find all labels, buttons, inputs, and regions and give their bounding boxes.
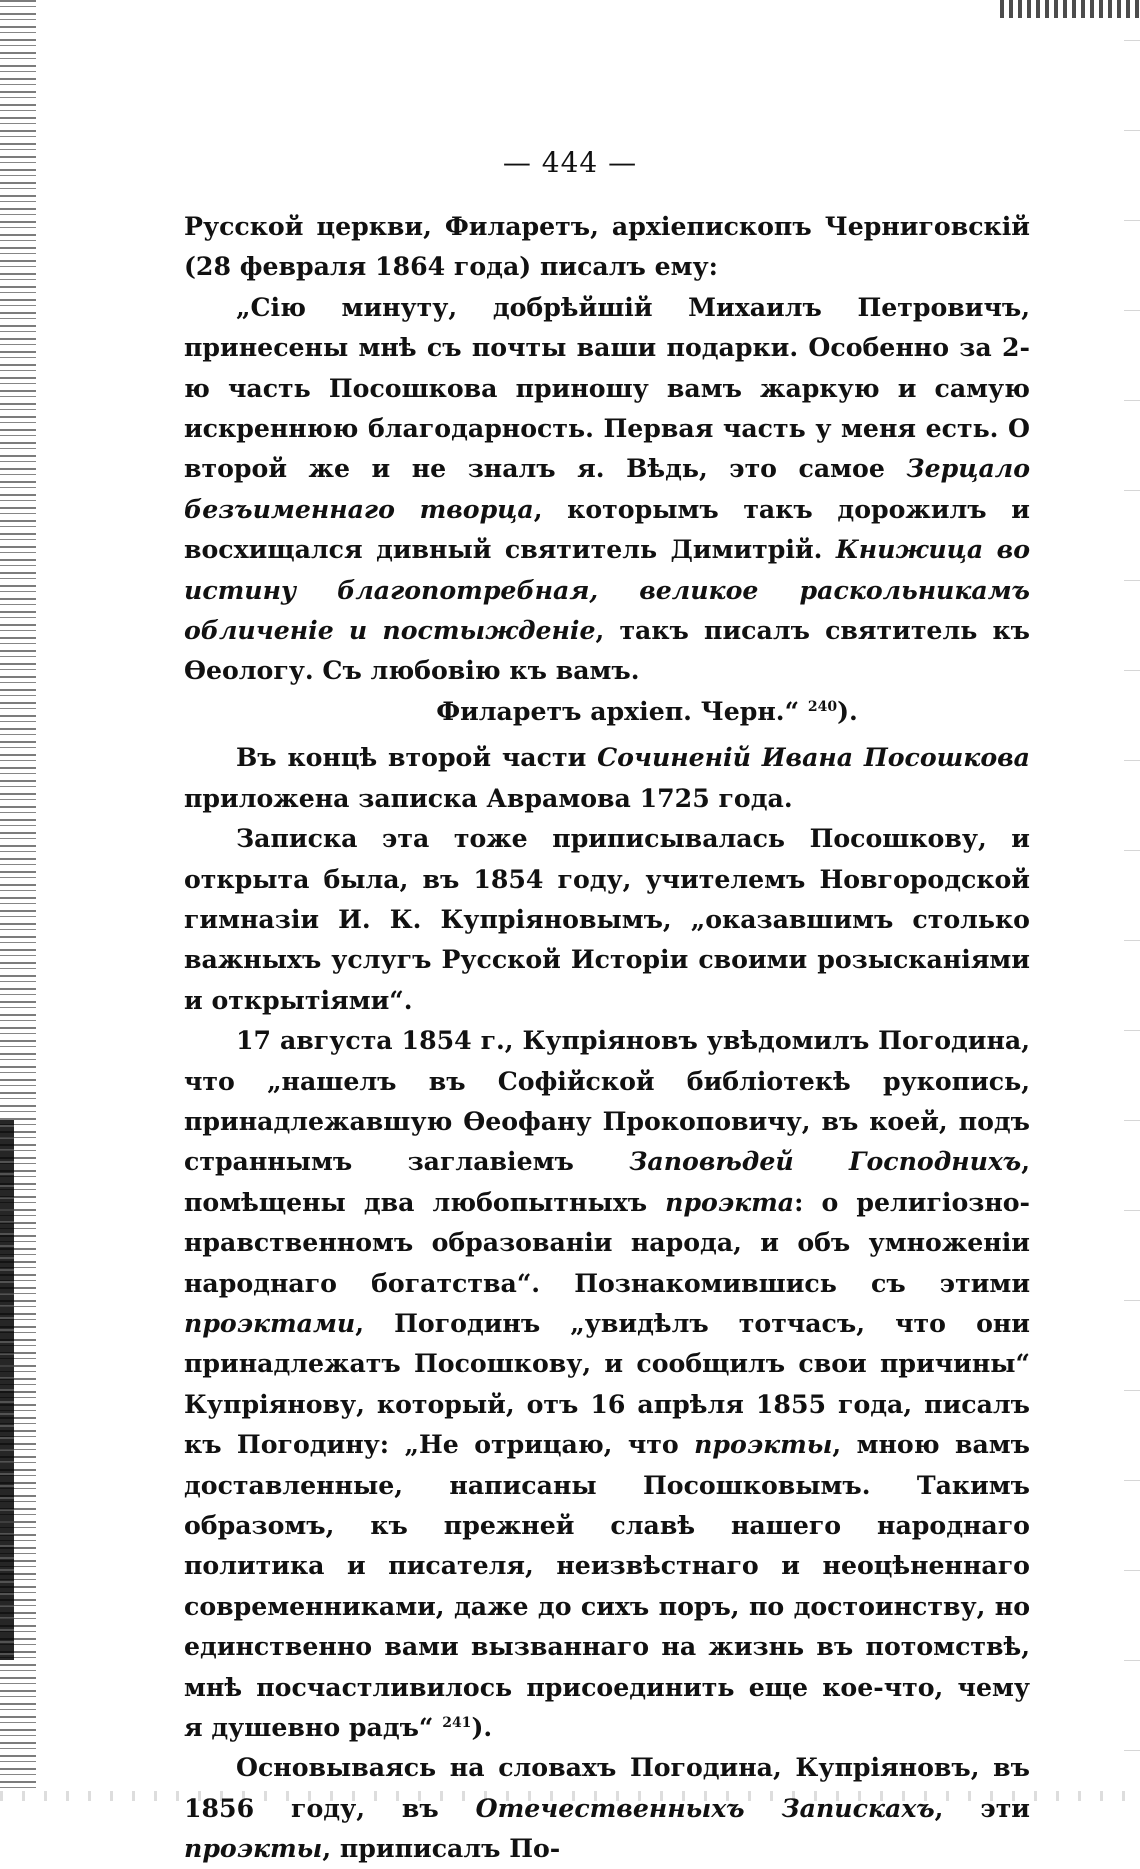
- italic-title: Отечественныхъ Запискахъ: [475, 1792, 935, 1823]
- body-text: [184, 206, 1030, 1869]
- text-run: , помѣщены два любопытныхъ: [184, 1146, 1030, 1217]
- text-run: „Сію минуту, добрѣйшій Михаилъ Петровичъ, принесены мнѣ съ почты ваши подарки. Особенно за 2-ю часть Посошкова приношу вамъ жаркую и самую искреннюю благодарность. Первая часть у меня есть. О второй же и не зналъ я. Вѣдь, это самое: [184, 291, 1030, 484]
- italic-title: Зерцало безъименнаго творца: [184, 453, 1030, 524]
- text-run: , Погодинъ „увидѣлъ тотчасъ, что они принадлежатъ Посошкову, и сообщилъ свои причины“ Купріянову, который, отъ 16 апрѣля 1855 года, писалъ къ Погодину: „Не отрицаю, что: [184, 1307, 1030, 1460]
- text-run: , такъ писалъ святитель къ Ѳеологу. Съ любовію къ вамъ.: [184, 615, 1030, 686]
- letter-signature: [184, 691, 1030, 731]
- text-run: Въ концѣ второй части: [236, 742, 598, 773]
- text-run: 17 августа 1854 г., Купріяновъ увѣдомилъ Погодина, что „нашелъ въ Софійской библіотекѣ рукопись, принадлежавшую Ѳеофану Прокоповичу, въ коей, подъ страннымъ заглавіемъ: [184, 1025, 1030, 1177]
- signature-text: Филаретъ архіеп. Черн.“: [436, 695, 800, 726]
- paragraph-6: [184, 1747, 1030, 1868]
- italic-word: проэктами: [184, 1307, 356, 1338]
- text-run: , эти: [934, 1792, 1030, 1823]
- footnote-ref: 240: [807, 698, 838, 715]
- paragraph-3: [184, 737, 1030, 818]
- footnote-ref: 241: [442, 1715, 472, 1732]
- italic-word: проэкты: [694, 1429, 833, 1460]
- text-run: приложена записка Аврамова 1725 года.: [184, 782, 793, 813]
- italic-word: проэкты: [184, 1833, 323, 1864]
- paragraph-1: Русской церкви, Филаретъ, архіепископъ Черниговскій (28 февраля 1864 года) писалъ ему:: [184, 211, 1030, 282]
- paragraph-4: Записка эта тоже приписывалась Посошкову, и открыта была, въ 1854 году, учителемъ Новгородской гимназіи И. К. Купріяновымъ, „оказавшимъ столько важныхъ услугъ Русской Исторіи своими розысканіями и открытіями“.: [184, 823, 1030, 1015]
- italic-word: проэкта: [665, 1186, 795, 1217]
- scan-edge-left-dark: [0, 1120, 14, 1660]
- italic-quote: Книжица во истину благопотребная, великое раскольникамъ обличеніе и постыжденіе: [184, 534, 1030, 646]
- paragraph-2-letter: [184, 287, 1030, 691]
- text-run: , которымъ такъ дорожилъ и восхищался дивный святитель Димитрій.: [184, 493, 1030, 565]
- italic-title: Заповѣдей Господнихъ: [629, 1146, 1022, 1177]
- text-run: Основываясь на словахъ Погодина, Купріяновъ, въ 1856 году, въ: [184, 1752, 1030, 1823]
- text-run: ).: [837, 695, 858, 726]
- text-run: , мною вамъ доставленные, написаны Посошковымъ. Такимъ образомъ, къ прежней славѣ нашего народнаго политика и писателя, неизвѣстнаго и неоцѣненнаго современниками, даже до сихъ поръ, по достоинству, но единственно вами вызваннаго на жизнь въ потомствѣ, мнѣ посчастливилось присоединить еще кое-что, чему я душевно радъ“: [184, 1429, 1030, 1743]
- text-run: : о религіозно-нравственномъ образованіи народа, и объ умноженіи народнаго богатства“. Познакомившись съ этими: [184, 1186, 1031, 1298]
- italic-title: Сочиненій Ивана Посошкова: [597, 742, 1030, 773]
- text-run: , приписалъ По-: [322, 1833, 561, 1864]
- scan-edge-top-right: [1000, 0, 1140, 18]
- page-number: — 444 —: [502, 146, 638, 179]
- text-run: ).: [471, 1712, 493, 1743]
- paragraph-5: [184, 1020, 1030, 1747]
- scan-edge-right: [1124, 0, 1140, 1801]
